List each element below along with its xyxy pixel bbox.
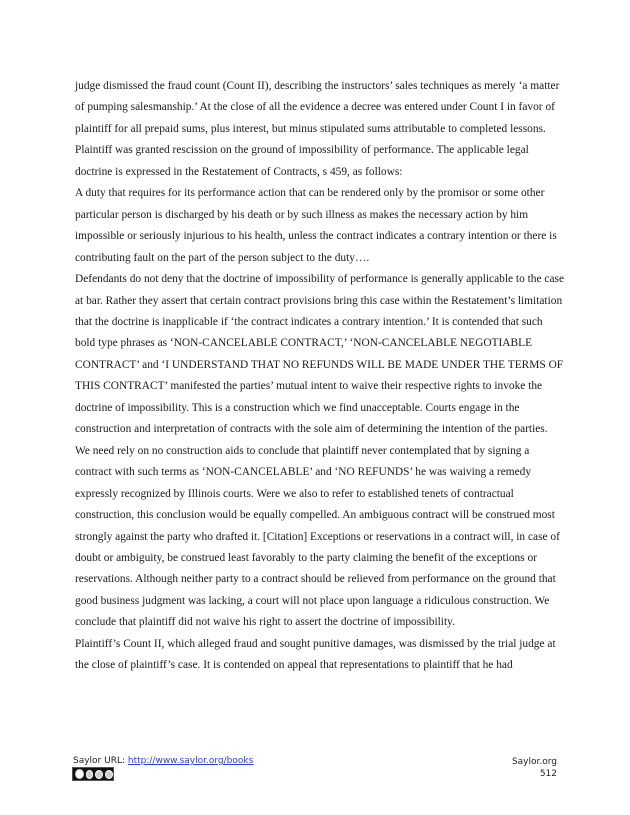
paragraph-3-quote: A duty that requires for its performance action that can be rendered only by the promisor or some other particular person is discharged by his death or by such illness as makes the necessary action by him impossible or seriously injurious to his health, unless the contract indicates a contrary intention or there is contributing fault on the part of the person subject to the duty….: [75, 187, 557, 264]
creative-commons-license-icon[interactable]: [72, 767, 114, 781]
paragraph-4: Defendants do not deny that the doctrine of impossibility of performance is generally applicable to the case at bar. Rather they assert that certain contract provisions bring this case within the Restatement’s limitation that the doctrine is inapplicable if ‘the contract indicates a contrary intention.’ It is contended that such bold type phrases as ‘NON-CANCELABLE CONTRACT,’ ‘NON-CANCELABLE NEGOTIABLE CONTRACT’ and ‘I UNDERSTAND THAT NO REFUNDS WILL BE MADE UNDER THE TERMS OF THIS CONTRACT’ manifested the parties’ mutual intent to waive their respective rights to invoke the doctrine of impossibility. This is a construction which we find unacceptable. Courts engage in the construction and interpretation of contracts with the sole aim of determining the intention of the parties. We need rely on no construction aids to conclude that plaintiff never contemplated that by signing a contract with such terms as ‘NON-CANCELABLE’ and ‘NO REFUNDS’ he was waiving a remedy expressly recognized by Illinois courts. Were we also to refer to established tenets of contractual construction, this conclusion would be equally compelled. An ambiguous contract will be construed most strongly against the party who drafted it. [Citation] Exceptions or reservations in a contract will, in case of doubt or ambiguity, be construed least favorably to the party claiming the benefit of the exceptions or reservations. Although neither party to a contract should be relieved from performance on the ground that good business judgment was lacking, a court will not place upon language a ridiculous construction. We conclude that plaintiff did not waive his right to assert the doctrine of impossibility.: [75, 273, 565, 629]
footer-page-info: [512, 756, 557, 780]
cc-by-icon: [86, 770, 94, 779]
saylor-url-label: Saylor URL:: [73, 756, 126, 766]
footer-site-name: Saylor.org: [511, 757, 557, 767]
paragraph-5: Plaintiff’s Count II, which alleged fraud and sought punitive damages, was dismissed by the trial judge at the close of plaintiff’s case. It is contended on appeal that representations to plaintiff that he had: [75, 637, 556, 672]
paragraph-1: judge dismissed the fraud count (Count II), describing the instructors’ sales techniques as merely ‘a matter of pumping salesmanship.’ At the close of all the evidence a decree was entered under Count I in favor of plaintiff for all prepaid sums, plus interest, but minus stipulated sums attributable to completed lessons.: [75, 80, 560, 135]
page-number: 512: [539, 769, 557, 779]
cc-sa-icon: [105, 770, 113, 779]
paragraph-2: Plaintiff was granted rescission on the ground of impossibility of performance. The applicable legal doctrine is expressed in the Restatement of Contracts, s 459, as follows:: [75, 144, 529, 178]
cc-logo-icon: [75, 769, 84, 779]
footer-source: [73, 756, 253, 766]
body-text: [75, 76, 565, 677]
cc-nc-icon: [95, 770, 103, 779]
saylor-url-link[interactable]: http://www.saylor.org/books: [127, 756, 254, 766]
